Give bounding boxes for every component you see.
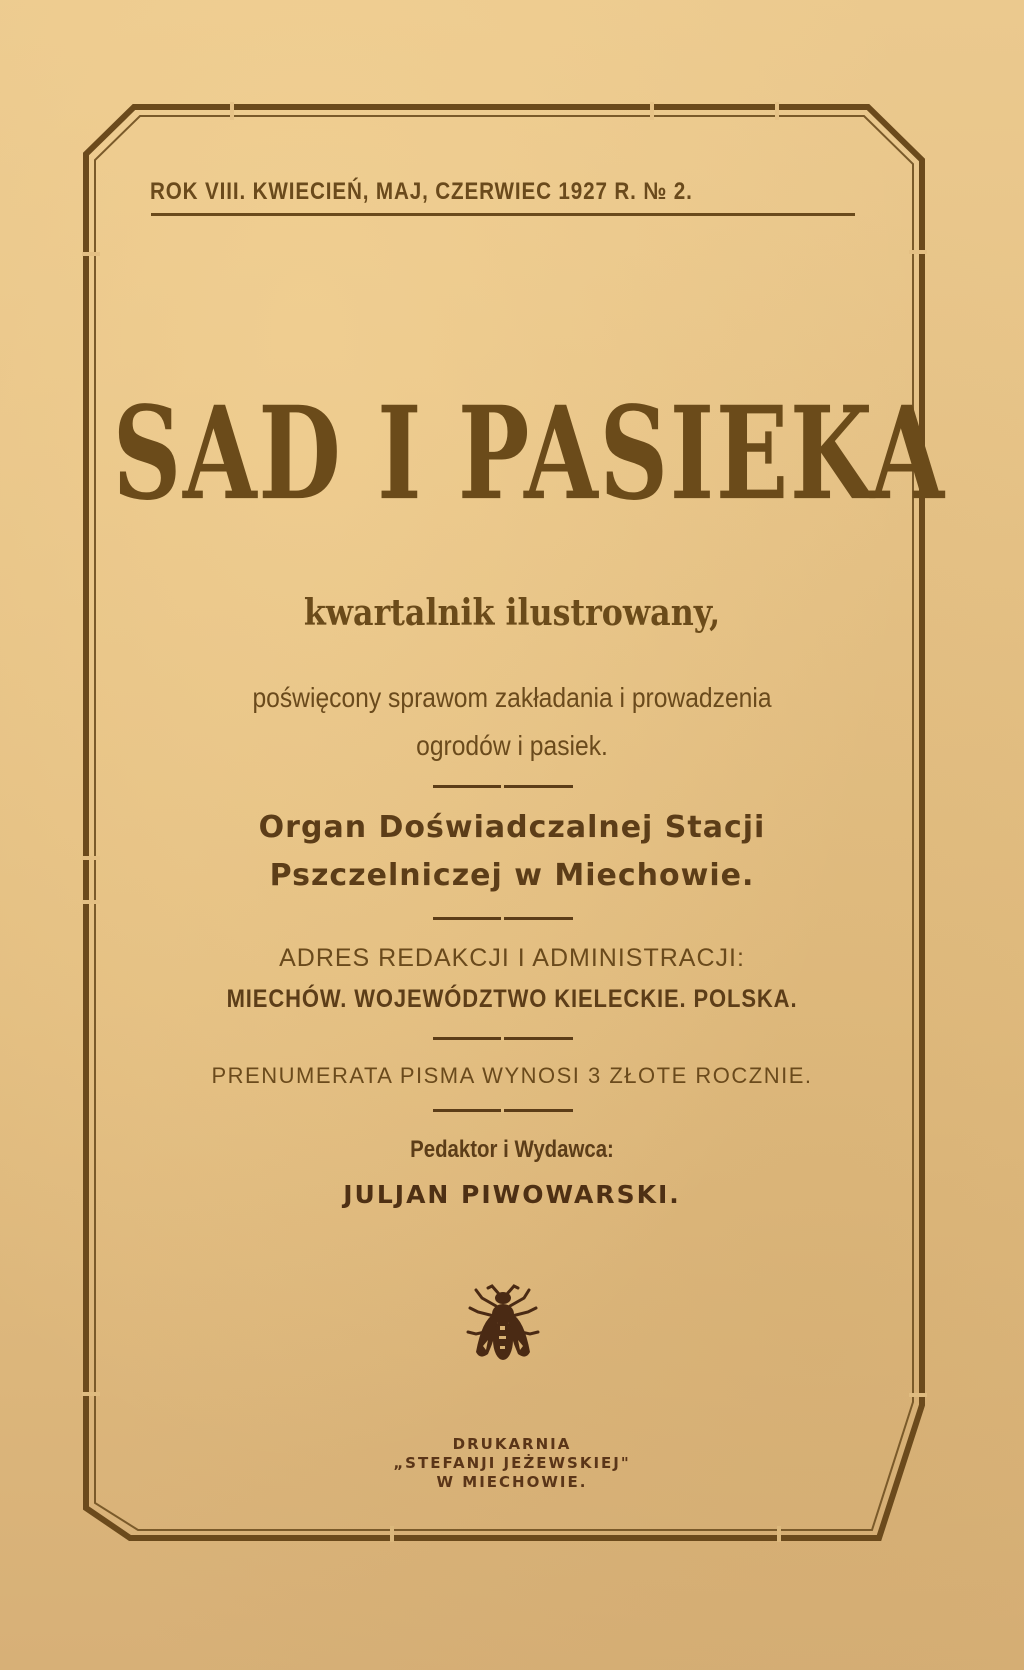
- bee-icon: [458, 1280, 548, 1370]
- editor-name: JULJAN PIWOWARSKI.: [343, 1180, 681, 1209]
- editor-label: Pedaktor i Wydawca:: [410, 1136, 614, 1163]
- organ-line-1: Organ Doświadczalnej Stacji: [258, 810, 766, 845]
- magazine-title: SAD I PASIEKA: [112, 377, 946, 529]
- printer-line-2: „STEFANJI JEŻEWSKIEJ": [393, 1454, 631, 1472]
- printer-line-1: DRUKARNIA: [452, 1435, 572, 1453]
- subscription-text: PRENUMERATA PISMA WYNOSI 3 ZŁOTE ROCZNIE.: [211, 1063, 813, 1088]
- divider-rule: [433, 917, 573, 920]
- header-rule: [151, 213, 855, 216]
- description-line-1: poświęcony sprawom zakładania i prowadzenia: [252, 682, 772, 713]
- divider-rule: [433, 785, 573, 788]
- description-line-2: ogrodów i pasiek.: [416, 730, 608, 761]
- magazine-subtitle: kwartalnik ilustrowany,: [303, 592, 721, 634]
- address-label: ADRES REDAKCJI I ADMINISTRACJI:: [279, 944, 745, 972]
- issue-header: ROK VIII. KWIECIEŃ, MAJ, CZERWIEC 1927 R. № 2.: [150, 178, 693, 205]
- address-value: MIECHÓW. WOJEWÓDZTWO KIELECKIE. POLSKA.: [226, 985, 798, 1013]
- printer-line-3: W MIECHOWIE.: [436, 1473, 588, 1491]
- divider-rule: [433, 1109, 573, 1112]
- organ-line-2: Pszczelniczej w Miechowie.: [269, 858, 755, 893]
- divider-rule: [433, 1037, 573, 1040]
